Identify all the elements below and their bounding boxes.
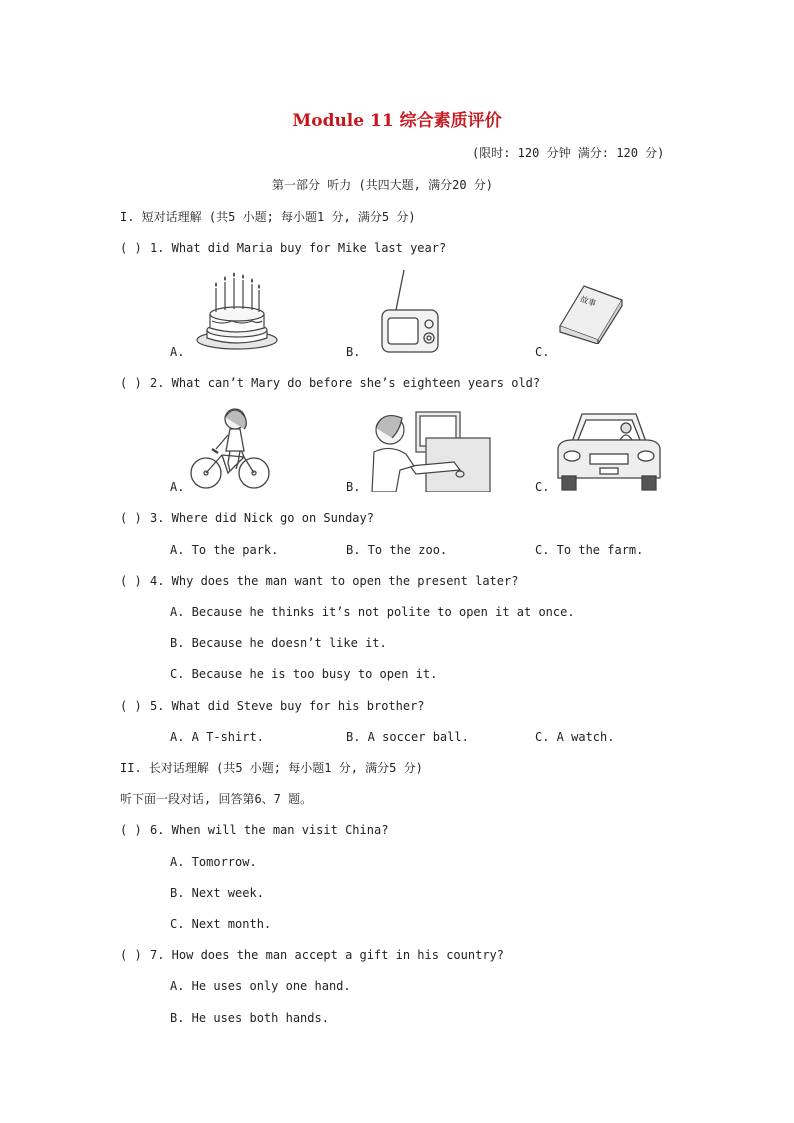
page-title: Module 11 综合素质评价 <box>292 111 502 131</box>
q3-option-b[interactable]: B. To the zoo. <box>346 543 448 557</box>
q2-option-b[interactable]: B. <box>346 480 361 494</box>
section1-heading: I. 短对话理解 (共5 小题; 每小题1 分, 满分5 分) <box>120 210 416 224</box>
cake-image <box>192 272 282 352</box>
q1-option-a[interactable]: A. <box>170 345 185 359</box>
answer-blank[interactable]: ( ) <box>120 241 142 255</box>
q3-option-a[interactable]: A. To the park. <box>170 543 279 557</box>
car-with-driver-image <box>554 408 664 492</box>
q7-option-a[interactable]: A. He uses only one hand. <box>170 979 351 993</box>
question-3: 3. Where did Nick go on Sunday? <box>150 511 374 525</box>
radio-image <box>378 268 442 356</box>
question-6: 6. When will the man visit China? <box>150 823 389 837</box>
question-5: 5. What did Steve buy for his brother? <box>150 699 425 713</box>
q2-option-a[interactable]: A. <box>170 480 185 494</box>
question-7: 7. How does the man accept a gift in his country? <box>150 948 505 962</box>
q5-option-a[interactable]: A. A T-shirt. <box>170 730 264 744</box>
question-1: 1. What did Maria buy for Mike last year? <box>150 241 447 255</box>
part1-heading: 第一部分 听力 (共四大题, 满分20 分) <box>272 178 494 192</box>
girl-riding-bike-image <box>188 403 274 491</box>
answer-blank[interactable]: ( ) <box>120 376 142 390</box>
section2-heading: II. 长对话理解 (共5 小题; 每小题1 分, 满分5 分) <box>120 761 423 775</box>
q5-option-c[interactable]: C. A watch. <box>535 730 615 744</box>
q7-option-b[interactable]: B. He uses both hands. <box>170 1011 329 1025</box>
q4-option-b[interactable]: B. Because he doesn’t like it. <box>170 636 387 650</box>
section2-instruction: 听下面一段对话, 回答第6、7 题。 <box>120 792 313 806</box>
answer-blank[interactable]: ( ) <box>120 948 142 962</box>
storybook-image <box>558 282 624 344</box>
answer-blank[interactable]: ( ) <box>120 699 142 713</box>
q4-option-a[interactable]: A. Because he thinks it’s not polite to open it at once. <box>170 605 575 619</box>
q1-option-c[interactable]: C. <box>535 345 550 359</box>
question-4: 4. Why does the man want to open the present later? <box>150 574 519 588</box>
girl-using-computer-image <box>370 408 492 492</box>
answer-blank[interactable]: ( ) <box>120 823 142 837</box>
time-limit-note: (限时: 120 分钟 满分: 120 分) <box>472 146 665 160</box>
answer-blank[interactable]: ( ) <box>120 574 142 588</box>
q3-option-c[interactable]: C. To the farm. <box>535 543 644 557</box>
question-2: 2. What can’t Mary do before she’s eighteen years old? <box>150 376 541 390</box>
q5-option-b[interactable]: B. A soccer ball. <box>346 730 469 744</box>
q1-option-b[interactable]: B. <box>346 345 361 359</box>
q4-option-c[interactable]: C. Because he is too busy to open it. <box>170 667 438 681</box>
book-title-label: 故事 <box>579 294 598 309</box>
q6-option-c[interactable]: C. Next month. <box>170 917 272 931</box>
q6-option-a[interactable]: A. Tomorrow. <box>170 855 257 869</box>
q6-option-b[interactable]: B. Next week. <box>170 886 264 900</box>
answer-blank[interactable]: ( ) <box>120 511 142 525</box>
q2-option-c[interactable]: C. <box>535 480 550 494</box>
